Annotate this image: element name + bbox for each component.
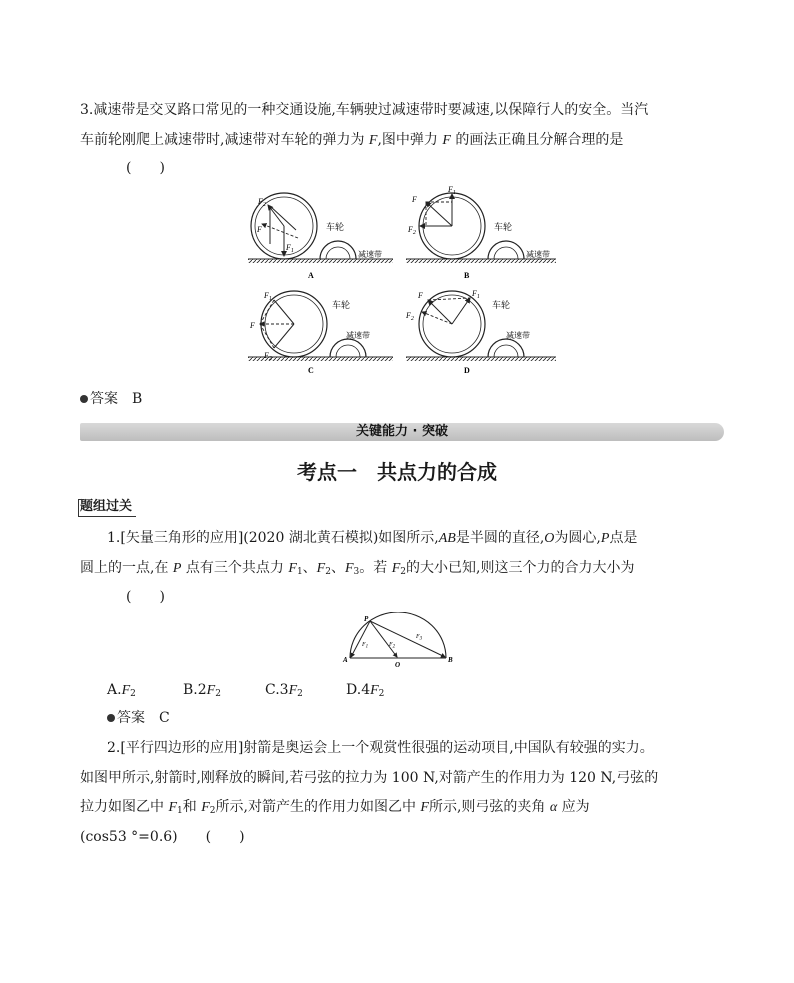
- option-label-c: C: [308, 366, 314, 375]
- choice-coef: 4: [361, 682, 371, 698]
- symbol-ab: AB: [438, 531, 456, 546]
- q2-text: 所示,对箭产生的作用力如图乙中: [215, 799, 421, 815]
- bump-label: 减速带: [506, 331, 530, 340]
- label-f3: [415, 634, 423, 642]
- q1-text: 、: [330, 560, 345, 576]
- choice-d[interactable]: [346, 680, 384, 704]
- bump-label: 减速带: [346, 331, 370, 340]
- answer-marker-icon: [107, 714, 115, 722]
- symbol-f: F: [288, 683, 298, 698]
- label-f1: [361, 642, 368, 650]
- subscript: 2: [130, 689, 136, 699]
- option-label-d: D: [464, 366, 470, 375]
- subscript: 2: [378, 689, 385, 699]
- label-f: F: [389, 642, 393, 648]
- answer-label: 答案: [90, 391, 118, 407]
- symbol-f: F: [201, 800, 210, 815]
- q2-line-4: [80, 827, 245, 847]
- q3-line-1: 3.减速带是交叉路口常见的一种交通设施,车辆驶过减速带时要减速,以保障行人的安全。当汽: [80, 102, 649, 118]
- option-label-b: B: [464, 271, 470, 280]
- point-a-label: A: [343, 656, 348, 664]
- q1-text: 的大小已知,则这三个力的合力大小为: [406, 560, 635, 576]
- label-f: F: [362, 642, 366, 648]
- q2-text: 所示,则弓弦的夹角: [428, 799, 550, 815]
- subscript: 1: [177, 806, 183, 816]
- point-o-label: O: [395, 661, 401, 669]
- q2-line-2: 如图甲所示,射箭时,刚释放的瞬间,若弓弦的拉力为 100 N,对箭产生的作用力为 120 N,弓弦的: [80, 770, 659, 786]
- symbol-f: F: [420, 800, 429, 815]
- choice-letter: D.: [346, 682, 362, 698]
- symbol-f: F: [370, 683, 379, 698]
- subscript: 2: [215, 689, 221, 699]
- label-sub: 2: [392, 644, 396, 650]
- label-f2: $F_2$: [408, 225, 416, 236]
- label-sub: 3: [419, 636, 423, 642]
- q3-line-2-text-b: ,图中弹力: [377, 132, 443, 148]
- choice-letter: A.: [107, 682, 122, 698]
- label-f2: $F_2$: [406, 311, 414, 322]
- option-label-a: A: [308, 271, 314, 280]
- answer-marker-icon: [80, 395, 88, 403]
- choice-b[interactable]: [183, 680, 221, 704]
- wheel-force-figure: [248, 180, 568, 376]
- answer-value: C: [159, 710, 170, 726]
- section-banner: [80, 423, 724, 441]
- symbol-f: F: [288, 561, 297, 576]
- label-f: F: [416, 634, 420, 640]
- choice-a[interactable]: [107, 680, 136, 704]
- wheel-label: 车轮: [494, 222, 513, 232]
- q1-text: 点有三个共点力: [181, 560, 289, 576]
- q3-line-2-text-a: 车前轮刚爬上减速带时,减速带对车轮的弹力为: [80, 132, 369, 148]
- symbol-p: P: [600, 531, 610, 546]
- q1-answer-blank: ( ): [126, 589, 165, 605]
- q1-line-2: [80, 558, 634, 582]
- bump-label: 减速带: [358, 250, 382, 259]
- q3-answer: [80, 389, 142, 409]
- wheel-diagram-b: [406, 185, 556, 280]
- subscript: 2: [325, 567, 331, 577]
- answer-label: 答案: [117, 710, 145, 726]
- bump-label: 减速带: [526, 250, 550, 259]
- label-f2: $F_2$: [258, 197, 266, 208]
- symbol-f: F: [206, 683, 216, 698]
- q3-line-2-text-c: 的画法正确且分解合理的是: [450, 132, 624, 148]
- q1-answer: [107, 708, 170, 728]
- symbol-alpha: α: [549, 800, 558, 815]
- q2-text: 应为: [557, 799, 590, 815]
- label-f: F: [412, 195, 417, 204]
- wheel-label: 车轮: [326, 222, 345, 232]
- label-f1: $F_1$: [448, 185, 456, 196]
- q3-answer-blank: ( ): [126, 160, 165, 176]
- choice-letter: B.: [183, 682, 198, 698]
- symbol-f: F: [121, 683, 131, 698]
- q1-text: 点是: [609, 530, 638, 546]
- answer-value: B: [132, 391, 143, 407]
- choice-c[interactable]: [265, 680, 303, 704]
- label-f1: $F_1$: [264, 291, 272, 302]
- q1-text: 是半圆的直径,: [455, 530, 545, 546]
- symbol-f: F: [344, 561, 354, 576]
- label-f1: $F_1$: [286, 243, 294, 254]
- label-f2: $F_2$: [264, 351, 272, 362]
- label-sub: 1: [365, 644, 369, 650]
- point-p-label: P: [364, 615, 369, 623]
- q2-text: 和: [182, 799, 202, 815]
- wheel-label: 车轮: [332, 300, 351, 310]
- label-f2: [388, 642, 396, 650]
- subscript: 2: [297, 689, 303, 699]
- label-f1: $F_1$: [472, 289, 480, 300]
- choice-coef: 3: [279, 682, 289, 698]
- q1-text: 1.[矢量三角形的应用](2020 湖北黄石模拟)如图所示,: [107, 530, 439, 546]
- label-f: F: [250, 321, 255, 330]
- subscript: 2: [400, 567, 407, 577]
- choice-letter: C.: [265, 682, 280, 698]
- label-f: F: [418, 291, 423, 300]
- subscript: 3: [353, 567, 360, 577]
- q1-text: 圆上的一点,在: [80, 560, 173, 576]
- q3-line-2: [80, 130, 623, 151]
- q2-line-3: [80, 797, 590, 821]
- symbol-f: F: [391, 561, 401, 576]
- q1-text: 。若: [359, 560, 392, 576]
- section-banner-text: 关键能力 · 突破: [356, 424, 448, 439]
- semicircle-force-figure: [340, 612, 456, 670]
- wheel-label: 车轮: [492, 300, 511, 310]
- group-tag: 题组过关: [80, 497, 132, 517]
- symbol-f: F: [316, 561, 326, 576]
- topic-heading: 考点一 共点力的合成: [297, 460, 497, 484]
- q1-line-1: [107, 528, 637, 549]
- q2-answer-blank: ( ): [205, 829, 245, 845]
- force-symbol-f: F: [368, 133, 378, 148]
- symbol-f: F: [168, 800, 178, 815]
- point-b-label: B: [448, 656, 453, 664]
- symbol-o: O: [544, 531, 555, 546]
- q2-text: 拉力如图乙中: [80, 799, 169, 815]
- wheel-diagram-d: [405, 289, 556, 375]
- q2-line-1: 2.[平行四边形的应用]射箭是奥运会上一个观赏性很强的运动项目,中国队有较强的实力。: [107, 740, 654, 756]
- q2-cos-hint: (cos53 °=0.6): [80, 829, 178, 845]
- subscript: 1: [296, 567, 303, 577]
- q1-text: 、: [302, 560, 317, 576]
- symbol-p: P: [172, 561, 182, 576]
- force-symbol-f: F: [442, 133, 451, 148]
- label-f: F: [257, 225, 262, 234]
- subscript: 2: [209, 806, 216, 816]
- wheel-diagram-c: [248, 291, 393, 375]
- q1-text: 为圆心,: [554, 530, 601, 546]
- choice-coef: 2: [197, 682, 207, 698]
- wheel-diagram-a: [248, 193, 393, 280]
